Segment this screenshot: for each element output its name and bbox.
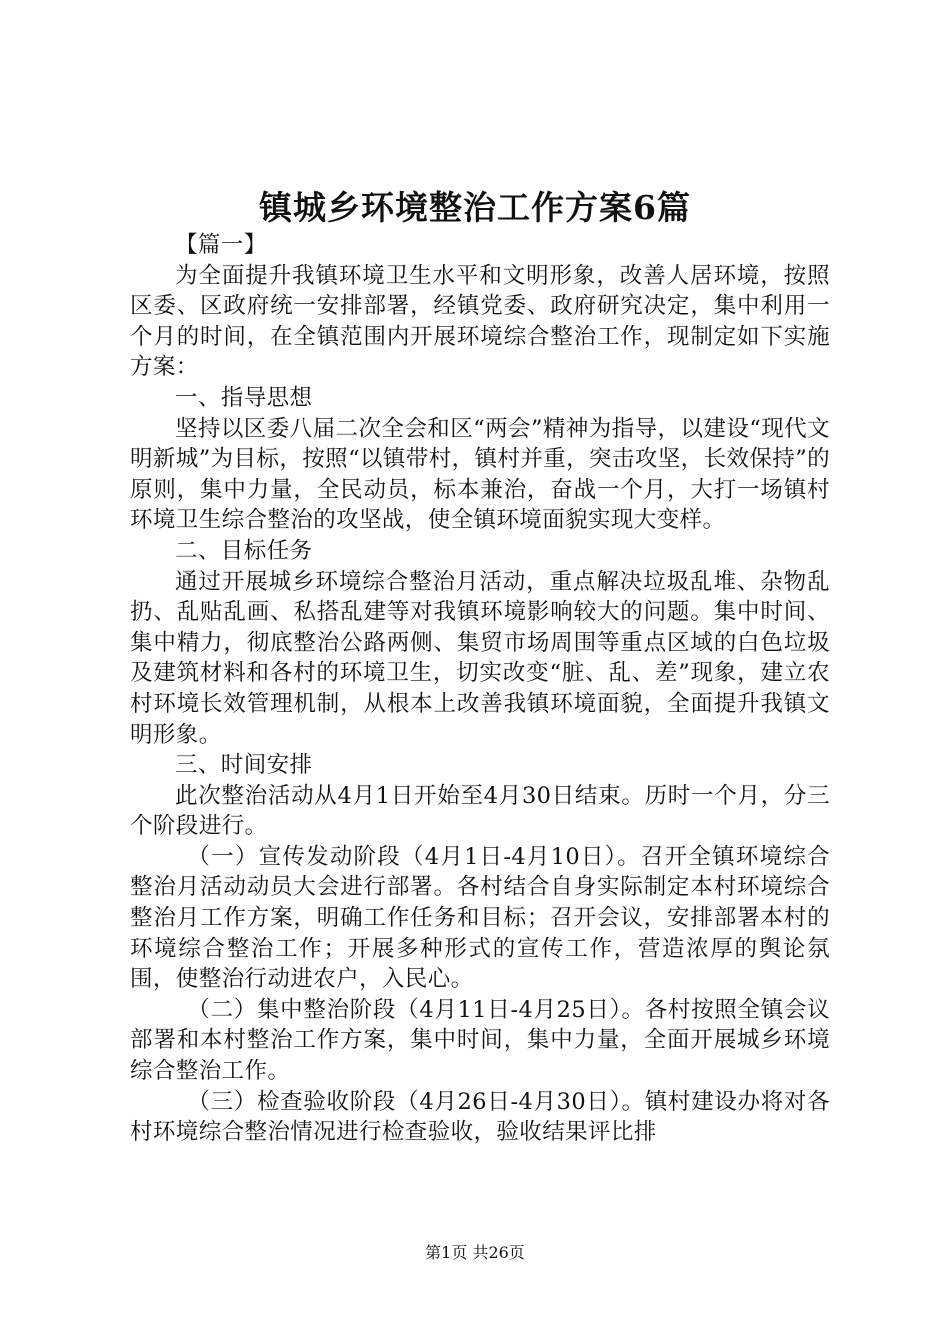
paragraph-intro: 为全面提升我镇环境卫生水平和文明形象，改善人居环境，按照区委、区政府统一安排部署，经镇党委、政府研究决定，集中利用一个月的时间，在全镇范围内开展环境综合整治工作，现制定如下实施方案：: [130, 262, 830, 381]
paragraph-phase-3: （三）检查验收阶段（4月26日-4月30日）。镇村建设办将对各村环境综合整治情况进行检查验收，验收结果评比排: [130, 1088, 830, 1146]
document-title: 镇城乡环境整治工作方案6篇: [259, 188, 691, 227]
paragraph-schedule: 此次整治活动从4月1日开始至4月30日结束。历时一个月，分三个阶段进行。: [130, 782, 830, 840]
heading-goals: 二、目标任务: [175, 537, 313, 564]
page-indicator: 第1页 共26页: [425, 1243, 525, 1262]
heading-guiding-thought: 一、指导思想: [175, 384, 313, 411]
heading-schedule: 三、时间安排: [175, 752, 313, 779]
paragraph-phase-1: （一）宣传发动阶段（4月1日-4月10日）。召开全镇环境综合整治月活动动员大会进行部署。各村结合自身实际制定本村环境综合整治月工作方案，明确工作任务和目标；召开会议，安排部署本村的环境综合整治工作；开展多种形式的宣传工作，营造浓厚的舆论氛围，使整治行动进农户，入民心。: [130, 843, 830, 993]
paragraph-goals: 通过开展城乡环境综合整治月活动，重点解决垃圾乱堆、杂物乱扔、乱贴乱画、私搭乱建等对我镇环境影响较大的问题。集中时间、集中精力，彻底整治公路两侧、集贸市场周围等重点区域的白色垃圾及建筑材料和各村的环境卫生，切实改变“脏、乱、差”现象，建立农村环境长效管理机制，从根本上改善我镇环境面貌，全面提升我镇文明形象。: [130, 568, 830, 748]
paragraph-guiding-thought: 坚持以区委八届二次全会和区“两会”精神为指导，以建设“现代文明新城”为目标，按照“以镇带村，镇村并重，突击攻坚，长效保持”的原则，集中力量，全民动员，标本兼治，奋战一个月，大打一场镇村环境卫生综合整治的攻坚战，使全镇环境面貌实现大变样。: [130, 415, 830, 534]
paragraph-phase-2: （二）集中整治阶段（4月11日-4月25日）。各村按照全镇会议部署和本村整治工作方案，集中时间，集中力量，全面开展城乡环境综合整治工作。: [130, 996, 830, 1085]
document-body: [130, 230, 830, 1148]
section-label: 【篇一】: [175, 232, 267, 258]
